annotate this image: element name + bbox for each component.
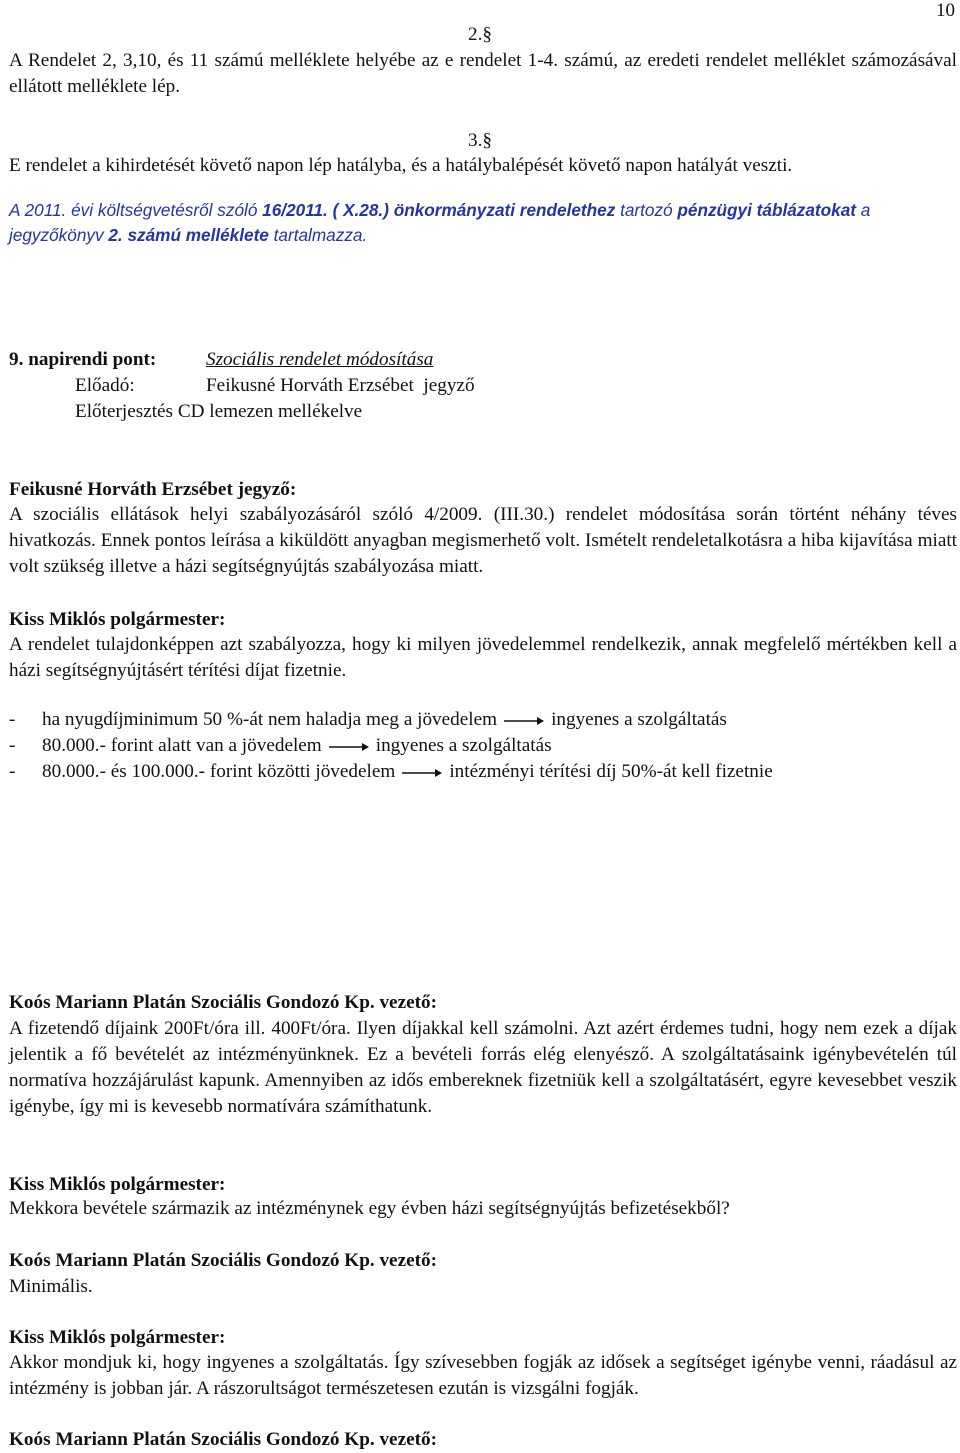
list-result: ingyenes a szolgáltatás bbox=[375, 735, 552, 756]
speech-text: Minimális. bbox=[9, 1276, 93, 1297]
speaker-name: Koós Mariann Platán Szociális Gondozó Kp. vezető: bbox=[9, 1429, 437, 1450]
blue-note-text: A 2011. évi költségvetésről szóló bbox=[9, 200, 263, 220]
speaker-name: Kiss Miklós polgármester: bbox=[9, 1327, 226, 1348]
blue-note-bold: 16/2011. ( X.28.) önkormányzati rendelethez bbox=[262, 200, 616, 220]
list-item bbox=[9, 759, 773, 785]
list-item bbox=[9, 707, 727, 733]
right-arrow-icon bbox=[328, 733, 370, 759]
speech-text: Akkor mondjuk ki, hogy ingyenes a szolgáltatás. Így szívesebben fogják az idősek a segítséget igénybe venni, ráadásul az intézmény is jobban jár. A rászorultságot természetesen ezután is vizsgálni fogják. bbox=[9, 1352, 957, 1399]
agenda-point-title: Szociális rendelet módosítása bbox=[206, 349, 434, 370]
speech-text: Mekkora bevétele származik az intézménynek egy évben házi segítségnyújtás befizetésekből? bbox=[9, 1198, 730, 1219]
speaker-name: Feikusné Horváth Erzsébet jegyző: bbox=[9, 479, 297, 500]
list-dash: - bbox=[9, 761, 16, 782]
attachment-note: Előterjesztés CD lemezen mellékelve bbox=[75, 401, 363, 422]
blue-note-text: a jegyzőkönyv bbox=[9, 200, 871, 245]
speech-text: A rendelet tulajdonképpen azt szabályozza, hogy ki milyen jövedelemmel rendelkezik, annak megfelelő mértékben kell a házi segítségnyújtásért térítési díjat fizetnie. bbox=[9, 634, 957, 681]
speaker-name: Kiss Miklós polgármester: bbox=[9, 1174, 226, 1195]
section-3-heading: 3.§ bbox=[468, 130, 492, 151]
list-condition: ha nyugdíjminimum 50 %-át nem haladja meg a jövedelem bbox=[42, 709, 498, 730]
list-condition: 80.000.- forint alatt van a jövedelem bbox=[42, 735, 322, 756]
agenda-point-label: 9. napirendi pont: bbox=[9, 349, 157, 370]
speaker-name: Koós Mariann Platán Szociális Gondozó Kp. vezető: bbox=[9, 992, 437, 1013]
speech-text: A szociális ellátások helyi szabályozásáról szóló 4/2009. (III.30.) rendelet módosítása során történt néhány téves hivatkozás. Ennek pontos leírása a kiküldött anyagban megismerhető volt. Ismételt rendeletalkotásra a hiba kijavítása miatt volt szükség illetve a házi segítségnyújtás szabályozása miatt. bbox=[9, 504, 957, 577]
right-arrow-icon bbox=[503, 707, 545, 733]
blue-note-text: tartalmazza. bbox=[268, 225, 368, 245]
blue-note-text: tartozó bbox=[615, 200, 678, 220]
list-item bbox=[9, 733, 552, 759]
section-2-text: A Rendelet 2, 3,10, és 11 számú melléklete helyébe az e rendelet 1-4. számú, az eredeti rendelet melléklet számozásával ellátott melléklete lép. bbox=[9, 50, 957, 97]
blue-note-bold: pénzügyi táblázatokat bbox=[677, 200, 856, 220]
list-dash: - bbox=[9, 735, 16, 756]
section-2-heading: 2.§ bbox=[468, 24, 492, 45]
right-arrow-icon bbox=[401, 759, 443, 785]
blue-note bbox=[9, 198, 959, 248]
presenter-name: Feikusné Horváth Erzsébet jegyző bbox=[206, 375, 475, 396]
section-3-text: E rendelet a kihirdetését követő napon lép hatályba, és a hatálybalépését követő napon hatályát veszti. bbox=[9, 155, 793, 176]
page-number: 10 bbox=[936, 0, 955, 21]
list-condition: 80.000.- és 100.000.- forint közötti jövedelem bbox=[42, 761, 396, 782]
presenter-label: Előadó: bbox=[75, 375, 135, 396]
list-result: ingyenes a szolgáltatás bbox=[551, 709, 727, 730]
list-result: intézményi térítési díj 50%-át kell fizetnie bbox=[449, 761, 773, 782]
speech-text: A fizetendő díjaink 200Ft/óra ill. 400Ft/óra. Ilyen díjakkal kell számolni. Azt azért érdemes tudni, hogy nem ezek a díjak jelentik a fő bevételét az intézményünknek. Ez a bevételi forrás elég elenyésző. A szolgáltatásaink igénybevételén túl normatíva hozzájárulást kapunk. Amennyiben az idős embereknek fizetniük kell a szolgáltatásért, egyre kevesebbet veszik igénybe, így mi is kevesebb normatívára számíthatunk. bbox=[9, 1018, 957, 1117]
list-dash: - bbox=[9, 709, 16, 730]
speaker-name: Koós Mariann Platán Szociális Gondozó Kp. vezető: bbox=[9, 1250, 437, 1271]
speaker-name: Kiss Miklós polgármester: bbox=[9, 609, 226, 630]
blue-note-bold: 2. számú melléklete bbox=[108, 225, 269, 245]
